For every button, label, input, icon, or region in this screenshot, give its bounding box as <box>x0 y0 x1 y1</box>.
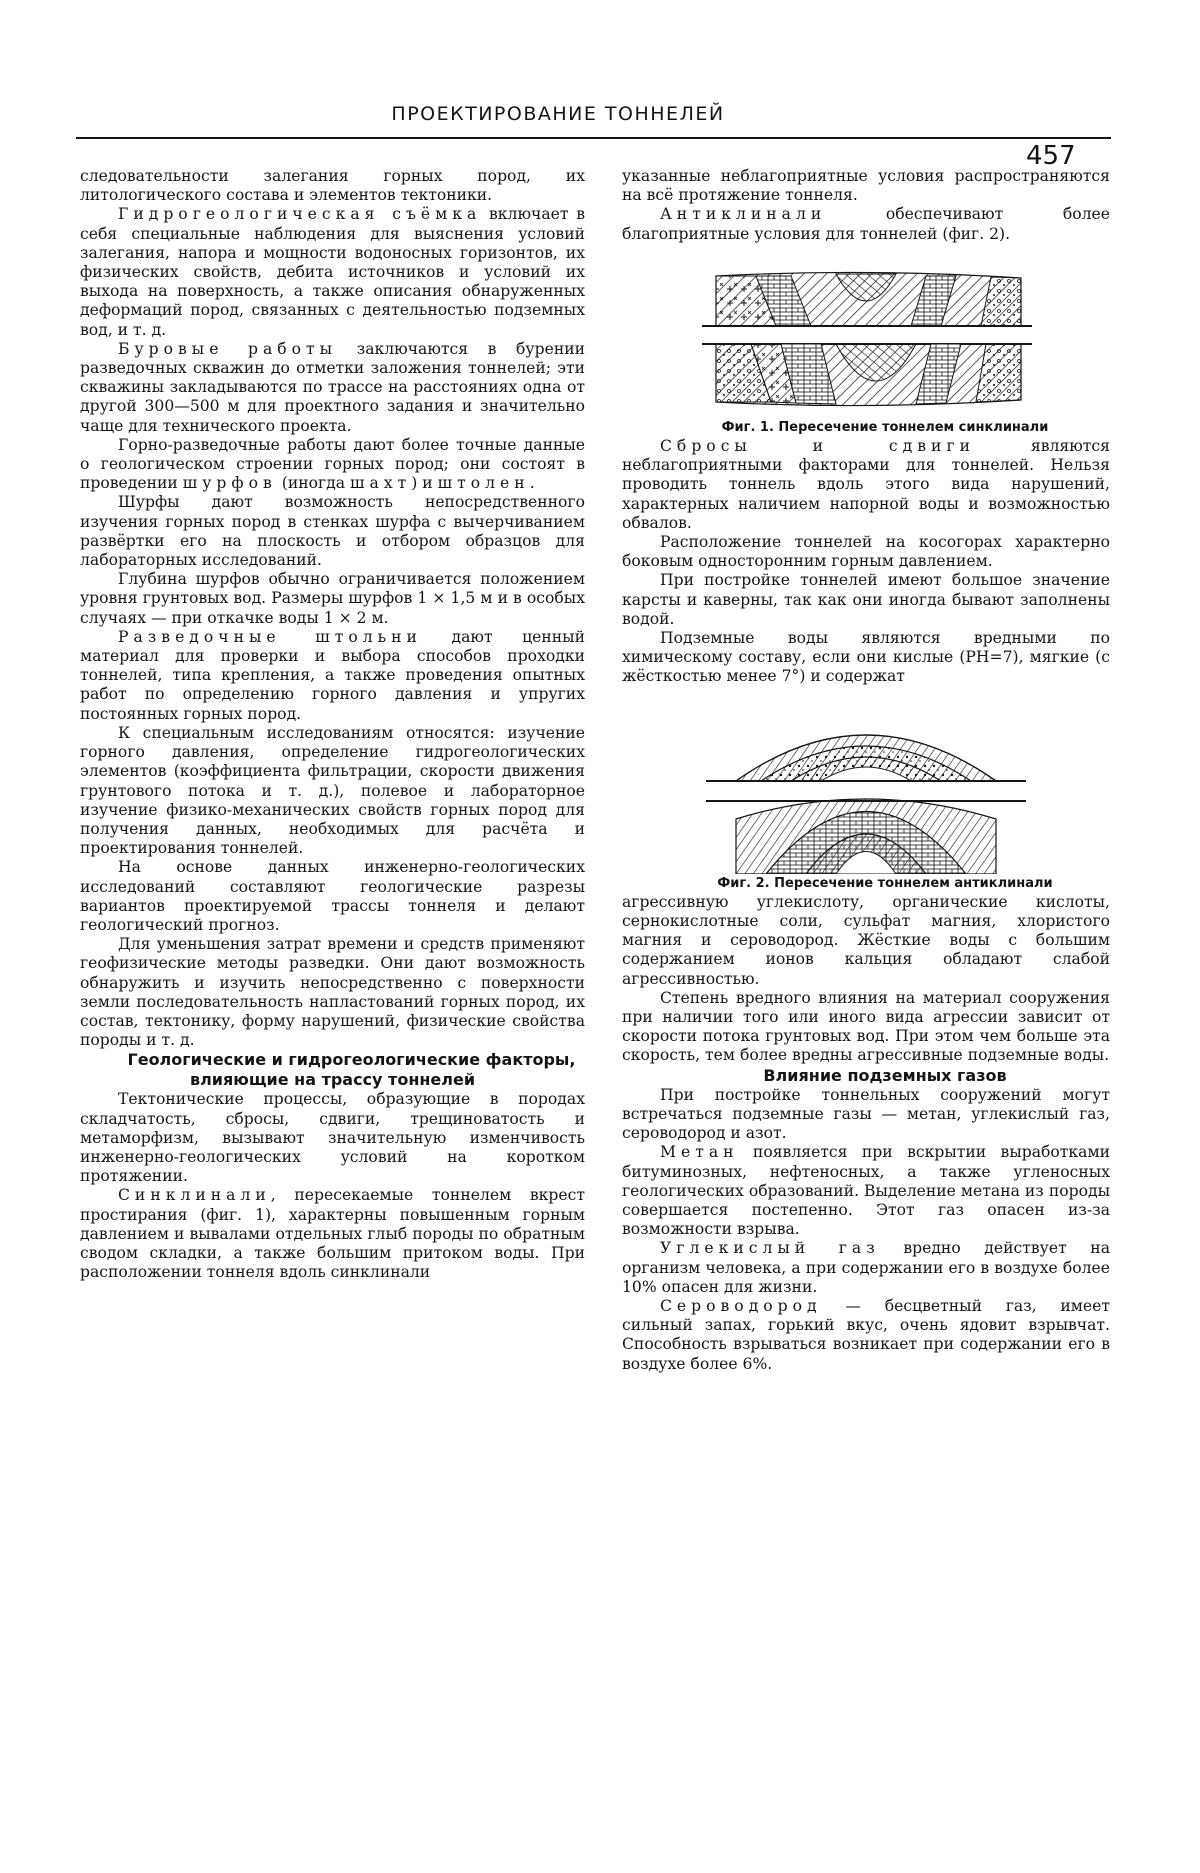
paragraph: указанные неблагоприятные условия распространяются на всё протяжение тоннеля. <box>622 167 1110 205</box>
anticline-figure <box>706 709 1026 874</box>
paragraph: При постройке тоннельных сооружений могут встречаться подземные газы — метан, углекислый газ, сероводород и азот. <box>622 1085 1110 1143</box>
paragraph: Сбросы и сдвиги являются неблагоприятными факторами для тоннелей. Нельзя проводить тоннель вдоль этого вида нарушений, характерных наличием напорной воды и возможностью обвалов. <box>622 437 1111 532</box>
paragraph: Сероводород — бесцветный газ, имеет сильный запах, горький вкус, очень ядовит взрывчат. Способность взрываться возникает при содержании его в воздухе более 6%. <box>622 1296 1110 1373</box>
section-heading: Влияние подземных газов <box>763 1065 1007 1085</box>
paragraph: Буровые работы заключаются в бурении разведочных скважин до отметки заложения тоннелей; эти скважины закладываются по трассе на расстояниях одна от другой 300—500 м для проектного задания и значительно чаще для технического проекта. <box>80 339 585 435</box>
section-heading: Геологические и гидрогеологические факторы, влияющие на трассу тоннелей <box>127 1050 576 1090</box>
paragraph: Синклинали, пересекаемые тоннелем вкрест простирания (фиг. 1), характерны повышенным горным давлением и вывалами отдельных глыб породы по обратным сводом складки, а также большим притоком воды. При расположении тоннеля вдоль синклинали <box>80 1186 585 1282</box>
paragraph: Шурфы дают возможность непосредственного изучения горных пород в стенках шурфа с вычерчиванием развёртки его на плоскость и отбором образцов для лабораторных исследований. <box>80 493 585 570</box>
running-header: ПРОЕКТИРОВАНИЕ ТОННЕЛЕЙ <box>391 103 725 125</box>
paragraph: Для уменьшения затрат времени и средств применяют геофизические методы разведки. Они дают возможность обнаружить и изучить непосредственно с поверхности земли последовательность напластований горных пород, их состав, тектонику, форму нарушений, физические свойства породы и т. д. <box>80 935 585 1050</box>
paragraph: следовательности залегания горных пород, их литологического состава и элементов тектоники. <box>80 167 585 205</box>
syncline-figure <box>696 268 1036 418</box>
header-rule <box>76 137 1111 139</box>
spaced-term: Буровые работы <box>118 339 338 358</box>
paragraph: Гидрогеологическая съёмка включает в себя специальные наблюдения для выяснения условий залегания, напора и мощности водоносных горизонтов, их физических свойств, дебита источников и условий их выхода на поверхность, а также описания обнаруженных деформаций пород, связанных с деятельностью подземных вод, и т. д. <box>80 205 585 339</box>
left-column <box>80 167 585 1282</box>
paragraph: агрессивную углекислоту, органические кислоты, сернокислотные соли, сульфат магния, хлористого магния и сероводород. Жёсткие воды с большим содержанием ионов кальция обладают слабой агрессивностью. <box>622 892 1110 988</box>
page-number: 457 <box>1026 141 1076 171</box>
paragraph: Метан появляется при вскрытии выработками битуминозных, нефтеносных, а также угленосных геологических образований. Выделение метана из породы совершается постепенно. Этот газ опасен из-за возможности взрыва. <box>622 1143 1110 1239</box>
figure-caption: Фиг. 2. Пересечение тоннелем антиклинали <box>717 875 1053 891</box>
spaced-term: Углекислый газ <box>660 1239 880 1258</box>
spaced-term: Синклинали <box>118 1186 271 1205</box>
paragraph: Разведочные штольни дают ценный материал для проверки и выбора способов проходки тоннелей, типа крепления, а также проведения опытных работ по определению горного давления и упругих постоянных горных пород. <box>80 627 585 723</box>
paragraph: При постройке тоннелей имеют большое значение карсты и каверны, так как они иногда бывают заполнены водой. <box>622 571 1110 628</box>
right-column <box>622 167 1110 1374</box>
spaced-term: шахт <box>350 474 412 493</box>
spaced-term: Разведочные штольни <box>118 627 422 646</box>
paragraph: Антиклинали обеспечивают более благоприятные условия для тоннелей (фиг. 2). <box>622 205 1110 243</box>
paragraph: Глубина шурфов обычно ограничивается положением уровня грунтовых вод. Размеры шурфов 1 × 1,5 м и в особых случаях — при откачке воды 1 × 2 м. <box>80 570 585 627</box>
paragraph: На основе данных инженерно-геологических исследований составляют геологические разрезы вариантов проектируемой трассы тоннеля и делают геологический прогноз. <box>80 858 585 934</box>
spaced-term: Антиклинали <box>660 205 827 224</box>
paragraph: Степень вредного влияния на материал сооружения при наличии того или иного вида агрессии зависит от скорости потока грунтовых вод. При этом чем больше эта скорость, тем более вредны агрессивные подземные воды. <box>622 988 1110 1065</box>
figure-caption: Фиг. 1. Пересечение тоннелем синклинали <box>721 419 1049 435</box>
paragraph: Углекислый газ вредно действует на организм человека, а при содержании его в воздухе более 10% опасен для жизни. <box>622 1239 1110 1296</box>
spaced-term: Сбросы и сдвиги <box>660 437 976 456</box>
spaced-term: штолен <box>437 474 530 493</box>
paragraph: Горно-разведочные работы дают более точные данные о геологическом строении горных пород; они состоят в проведении шурфов (иногда шахт) и штолен. <box>80 435 585 493</box>
paragraph: К специальным исследованиям относятся: изучение горного давления, определение гидрогеологических элементов (коэффициента фильтрации, скорости движения грунтового потока и т. д.), полевое и лабораторное изучение физико-механических свойств горных пород для получения данных, необходимых для расчёта и проектирования тоннелей. <box>80 723 585 858</box>
paragraph: Подземные воды являются вредными по химическому составу, если они кислые (PH=7), мягкие (с жёсткостью менее 7°) и содержат <box>622 629 1110 686</box>
spaced-term: Метан <box>660 1143 739 1162</box>
paragraph: Тектонические процессы, образующие в породах складчатость, сбросы, сдвиги, трещиноватость и метаморфизм, вызывают значительную изменчивость инженерно-геологических условий на коротком протяжении. <box>80 1090 585 1186</box>
spaced-term: шурфов <box>182 474 277 493</box>
paragraph: Расположение тоннелей на косогорах характерно боковым односторонним горным давлением. <box>622 533 1110 571</box>
spaced-term: Сероводород <box>660 1296 822 1315</box>
spaced-term: Гидрогеологическая съёмка <box>118 205 482 224</box>
